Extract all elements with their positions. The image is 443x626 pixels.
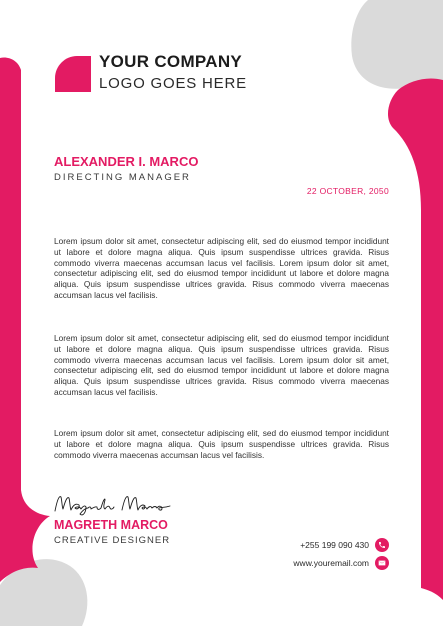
body-paragraph-3: Lorem ipsum dolor sit amet, consectetur adipiscing elit, sed do eiusmod tempor incididunt ut labore et dolore magna aliqua. Quis ipsum suspendisse ultrices gravida. Risus commodo viverra maecenas accumsan lacus vel facilisis. [54,428,389,460]
contact-email [293,556,389,570]
phone-number: +255 199 090 430 [300,540,369,550]
top-right-gray-blob [351,0,443,92]
right-pink-frame [388,78,443,600]
body-paragraph-2: Lorem ipsum dolor sit amet, consectetur adipiscing elit, sed do eiusmod tempor incididunt ut labore et dolore magna aliqua. Quis ipsum suspendisse ultrices gravida. Risus commodo viverra maecenas accumsan lacus vel facilisis. Lorem ipsum dolor sit amet, consectetur adipiscing elit, sed do eiusmod tempor incididunt ut labore et dolore magna aliqua. Quis ipsum suspendisse ultrices gravida. Risus commodo viverra maecenas accumsan lacus vel facilisis. [54,333,389,397]
body-paragraph-1: Lorem ipsum dolor sit amet, consectetur adipiscing elit, sed do eiusmod tempor incididunt ut labore et dolore magna aliqua. Quis ipsum suspendisse ultrices gravida. Risus commodo viverra maecenas accumsan lacus vel facilisis. Lorem ipsum dolor sit amet, consectetur adipiscing elit, sed do eiusmod tempor incididunt ut labore et dolore magna aliqua. Quis ipsum suspendisse ultrices gravida. Risus commodo viverra maecenas accumsan lacus vel facilisis. [54,236,389,300]
signer-title: CREATIVE DESIGNER [54,535,171,546]
signer-name: MAGRETH MARCO [54,518,168,532]
left-pink-frame [0,58,50,583]
mail-icon [375,556,389,570]
logo-tagline: LOGO GOES HERE [99,75,247,92]
letter-date: 22 OCTOBER, 2050 [306,186,389,196]
phone-icon [375,538,389,552]
sender-title: DIRECTING MANAGER [54,172,191,183]
email-address: www.youremail.com [293,558,369,568]
handwritten-signature [52,489,182,519]
sender-name: ALEXANDER I. MARCO [54,154,199,169]
contact-phone [300,538,389,552]
logo-quarter-circle-icon [55,56,91,92]
company-name: YOUR COMPANY [99,52,243,71]
